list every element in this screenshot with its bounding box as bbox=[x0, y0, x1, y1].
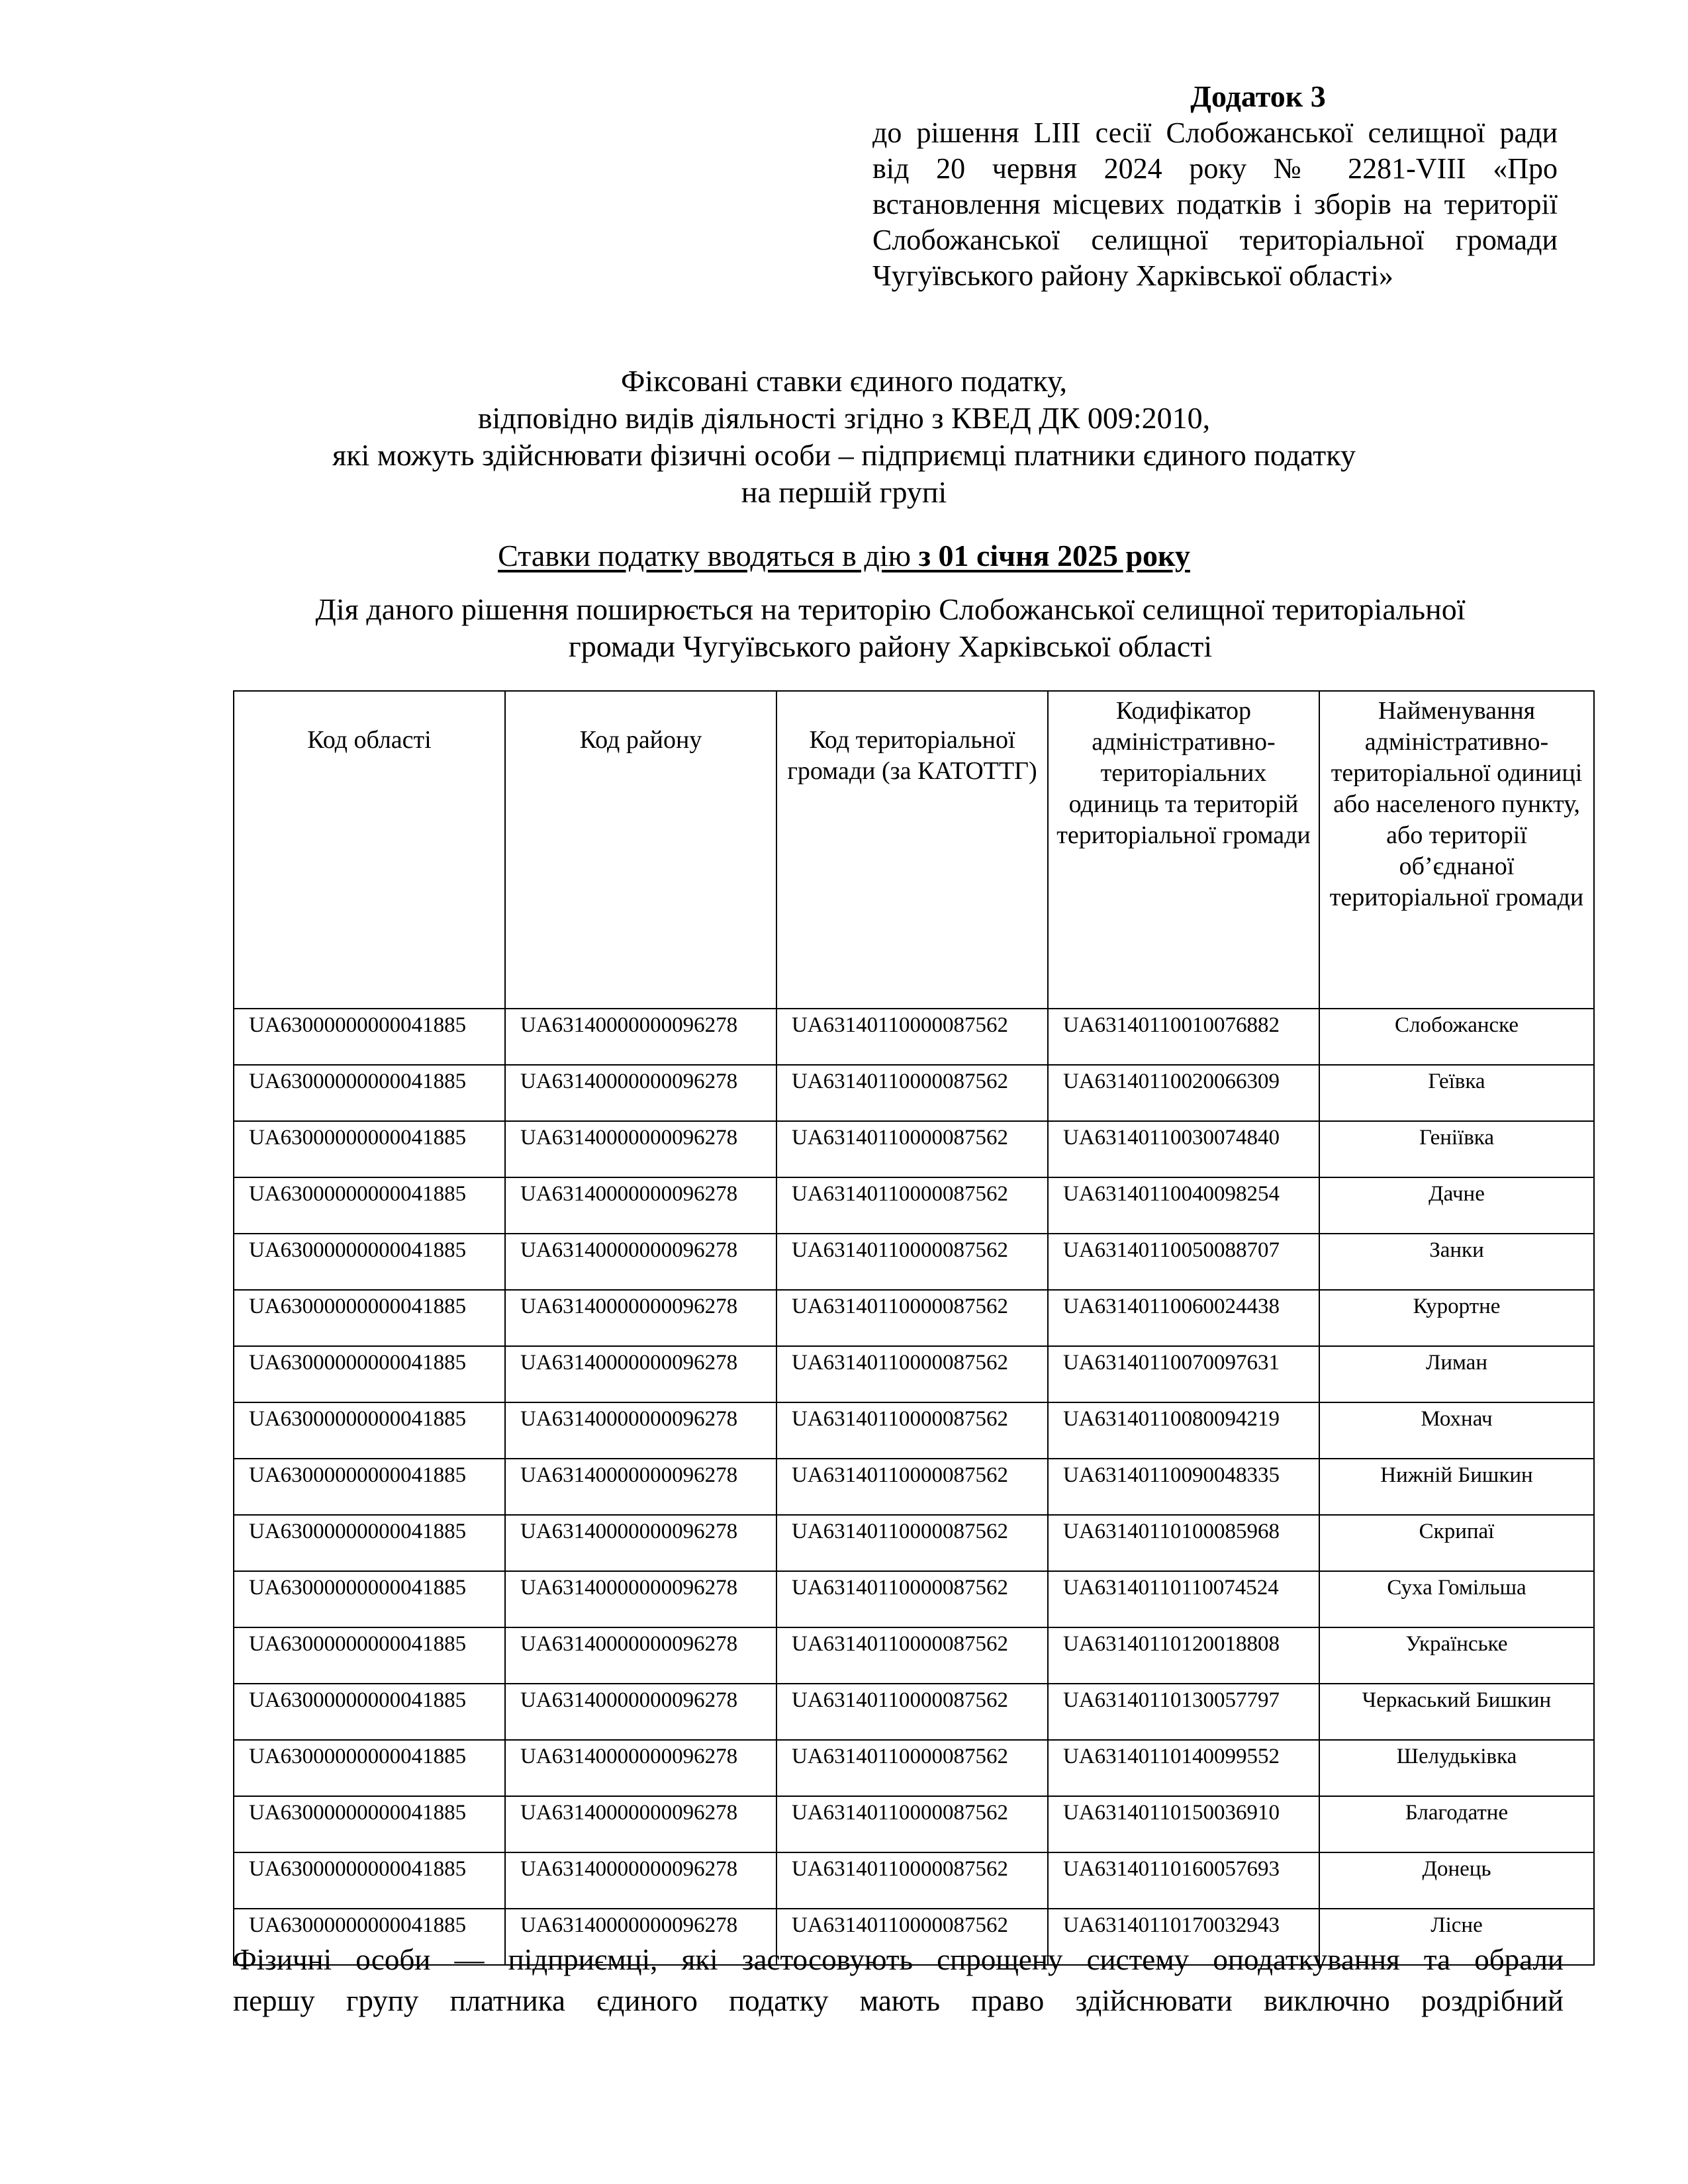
header-unit-name: Найменування адміністративно-територіальної одиниці або населеного пункту, або території об’єднаної територіальної громади bbox=[1319, 691, 1594, 1009]
effective-date-line bbox=[0, 537, 1688, 574]
region-code-cell: UA63000000000041885 bbox=[234, 1852, 505, 1909]
district-code-cell: UA63140000000096278 bbox=[505, 1627, 776, 1684]
region-code-cell: UA63000000000041885 bbox=[234, 1796, 505, 1852]
effective-date-text bbox=[498, 539, 1190, 572]
territory-codes-table bbox=[233, 690, 1595, 1966]
district-code-cell: UA63140000000096278 bbox=[505, 1234, 776, 1290]
codifier-cell: UA63140110090048335 bbox=[1048, 1459, 1319, 1515]
codifier-cell: UA63140110140099552 bbox=[1048, 1740, 1319, 1796]
district-code-cell: UA63140000000096278 bbox=[505, 1346, 776, 1402]
unit-name-cell: Українське bbox=[1319, 1627, 1594, 1684]
header-district-code: Код району bbox=[505, 691, 776, 1009]
region-code-cell: UA63000000000041885 bbox=[234, 1515, 505, 1571]
header-community-code: Код територіальної громади (за КАТОТТГ) bbox=[776, 691, 1048, 1009]
codifier-cell: UA63140110070097631 bbox=[1048, 1346, 1319, 1402]
table-row bbox=[234, 1852, 1594, 1909]
district-code-cell: UA63140000000096278 bbox=[505, 1515, 776, 1571]
footer-paragraph bbox=[233, 1939, 1564, 2021]
district-code-cell: UA63140000000096278 bbox=[505, 1459, 776, 1515]
unit-name-cell: Геніївка bbox=[1319, 1121, 1594, 1177]
unit-name-cell: Скрипаї bbox=[1319, 1515, 1594, 1571]
table-row bbox=[234, 1684, 1594, 1740]
community-code-cell: UA63140110000087562 bbox=[776, 1796, 1048, 1852]
table-row bbox=[234, 1627, 1594, 1684]
annex-line: від 20 червня 2024 року № 2281-VIII «Про bbox=[872, 152, 1558, 185]
table-row bbox=[234, 1009, 1594, 1065]
region-code-cell: UA63000000000041885 bbox=[234, 1402, 505, 1459]
region-code-cell: UA63000000000041885 bbox=[234, 1009, 505, 1065]
community-code-cell: UA63140110000087562 bbox=[776, 1571, 1048, 1627]
region-code-cell: UA63000000000041885 bbox=[234, 1121, 505, 1177]
header-codifier: Кодифікатор адміністративно-територіальних одиниць та територій територіальної громади bbox=[1048, 691, 1319, 1009]
table-row bbox=[234, 1402, 1594, 1459]
table-row bbox=[234, 1346, 1594, 1402]
unit-name-cell: Занки bbox=[1319, 1234, 1594, 1290]
region-code-cell: UA63000000000041885 bbox=[234, 1627, 505, 1684]
annex-line: до рішення LIII сесії Слобожанської селищної ради bbox=[872, 116, 1558, 149]
unit-name-cell: Благодатне bbox=[1319, 1796, 1594, 1852]
district-code-cell: UA63140000000096278 bbox=[505, 1402, 776, 1459]
unit-name-cell: Лиман bbox=[1319, 1346, 1594, 1402]
codifier-cell: UA63140110060024438 bbox=[1048, 1290, 1319, 1346]
effective-date-prefix: Ставки податку вводяться в дію bbox=[498, 539, 919, 572]
annex-title: Додаток 3 bbox=[1190, 79, 1326, 113]
codifier-cell: UA63140110040098254 bbox=[1048, 1177, 1319, 1234]
unit-name-cell: Суха Гомільша bbox=[1319, 1571, 1594, 1627]
community-code-cell: UA63140110000087562 bbox=[776, 1852, 1048, 1909]
unit-name-cell: Мохнач bbox=[1319, 1402, 1594, 1459]
footer-line: першу групу платника єдиного податку мають право здійснювати виключно роздрібний bbox=[233, 1984, 1564, 2017]
codifier-cell: UA63140110010076882 bbox=[1048, 1009, 1319, 1065]
table-row bbox=[234, 1571, 1594, 1627]
district-code-cell: UA63140000000096278 bbox=[505, 1796, 776, 1852]
community-code-cell: UA63140110000087562 bbox=[776, 1402, 1048, 1459]
table-row bbox=[234, 1234, 1594, 1290]
community-code-cell: UA63140110000087562 bbox=[776, 1009, 1048, 1065]
effective-date-bold: з 01 січня 2025 року bbox=[918, 539, 1190, 572]
table-row bbox=[234, 1515, 1594, 1571]
codifier-cell: UA63140110130057797 bbox=[1048, 1684, 1319, 1740]
region-code-cell: UA63000000000041885 bbox=[234, 1234, 505, 1290]
community-code-cell: UA63140110000087562 bbox=[776, 1684, 1048, 1740]
annex-line: Слобожанської селищної територіальної громади bbox=[872, 224, 1558, 256]
scope-line: громади Чугуївського району Харківської області bbox=[568, 629, 1213, 663]
document-heading bbox=[0, 363, 1688, 511]
heading-line: на першій групі bbox=[741, 475, 947, 509]
unit-name-cell: Черкаський Бишкин bbox=[1319, 1684, 1594, 1740]
community-code-cell: UA63140110000087562 bbox=[776, 1177, 1048, 1234]
region-code-cell: UA63000000000041885 bbox=[234, 1459, 505, 1515]
district-code-cell: UA63140000000096278 bbox=[505, 1009, 776, 1065]
codifier-cell: UA63140110080094219 bbox=[1048, 1402, 1319, 1459]
district-code-cell: UA63140000000096278 bbox=[505, 1290, 776, 1346]
region-code-cell: UA63000000000041885 bbox=[234, 1684, 505, 1740]
scope-line: Дія даного рішення поширюється на територію Слобожанської селищної територіальної bbox=[315, 592, 1466, 626]
codifier-cell: UA63140110160057693 bbox=[1048, 1852, 1319, 1909]
unit-name-cell: Курортне bbox=[1319, 1290, 1594, 1346]
unit-name-cell: Нижній Бишкин bbox=[1319, 1459, 1594, 1515]
community-code-cell: UA63140110000087562 bbox=[776, 1290, 1048, 1346]
region-code-cell: UA63000000000041885 bbox=[234, 1346, 505, 1402]
community-code-cell: UA63140110000087562 bbox=[776, 1459, 1048, 1515]
table-row bbox=[234, 1121, 1594, 1177]
region-code-cell: UA63000000000041885 bbox=[234, 1065, 505, 1121]
district-code-cell: UA63140000000096278 bbox=[505, 1909, 776, 1965]
heading-line: відповідно видів діяльності згідно з КВЕД ДК 009:2010, bbox=[477, 401, 1211, 435]
unit-name-cell: Дачне bbox=[1319, 1177, 1594, 1234]
unit-name-cell: Слобожанске bbox=[1319, 1009, 1594, 1065]
table-row bbox=[234, 1740, 1594, 1796]
table-header-row bbox=[234, 691, 1594, 1009]
community-code-cell: UA63140110000087562 bbox=[776, 1740, 1048, 1796]
region-code-cell: UA63000000000041885 bbox=[234, 1177, 505, 1234]
district-code-cell: UA63140000000096278 bbox=[505, 1065, 776, 1121]
table-row bbox=[234, 1290, 1594, 1346]
heading-line: які можуть здійснювати фізичні особи – підприємці платники єдиного податку bbox=[332, 438, 1356, 472]
table-row bbox=[234, 1065, 1594, 1121]
district-code-cell: UA63140000000096278 bbox=[505, 1121, 776, 1177]
unit-name-cell: Шелудьківка bbox=[1319, 1740, 1594, 1796]
district-code-cell: UA63140000000096278 bbox=[505, 1571, 776, 1627]
region-code-cell: UA63000000000041885 bbox=[234, 1290, 505, 1346]
community-code-cell: UA63140110000087562 bbox=[776, 1234, 1048, 1290]
region-code-cell: UA63000000000041885 bbox=[234, 1909, 505, 1965]
community-code-cell: UA63140110000087562 bbox=[776, 1909, 1048, 1965]
district-code-cell: UA63140000000096278 bbox=[505, 1740, 776, 1796]
community-code-cell: UA63140110000087562 bbox=[776, 1346, 1048, 1402]
codifier-cell: UA63140110020066309 bbox=[1048, 1065, 1319, 1121]
codifier-cell: UA63140110050088707 bbox=[1048, 1234, 1319, 1290]
unit-name-cell: Геївка bbox=[1319, 1065, 1594, 1121]
community-code-cell: UA63140110000087562 bbox=[776, 1627, 1048, 1684]
table-body bbox=[234, 1009, 1594, 1965]
table-row bbox=[234, 1796, 1594, 1852]
district-code-cell: UA63140000000096278 bbox=[505, 1684, 776, 1740]
annex-block bbox=[872, 78, 1558, 294]
community-code-cell: UA63140110000087562 bbox=[776, 1515, 1048, 1571]
table-row bbox=[234, 1459, 1594, 1515]
community-code-cell: UA63140110000087562 bbox=[776, 1065, 1048, 1121]
header-region-code: Код області bbox=[234, 691, 505, 1009]
annex-line: Чугуївського району Харківської області» bbox=[872, 259, 1393, 292]
region-code-cell: UA63000000000041885 bbox=[234, 1571, 505, 1627]
codifier-cell: UA63140110030074840 bbox=[1048, 1121, 1319, 1177]
codifier-cell: UA63140110100085968 bbox=[1048, 1515, 1319, 1571]
scope-paragraph bbox=[218, 591, 1562, 665]
codifier-cell: UA63140110110074524 bbox=[1048, 1571, 1319, 1627]
community-code-cell: UA63140110000087562 bbox=[776, 1121, 1048, 1177]
unit-name-cell: Донець bbox=[1319, 1852, 1594, 1909]
unit-name-cell: Лісне bbox=[1319, 1909, 1594, 1965]
district-code-cell: UA63140000000096278 bbox=[505, 1177, 776, 1234]
annex-line: встановлення місцевих податків і зборів на території bbox=[872, 188, 1558, 220]
district-code-cell: UA63140000000096278 bbox=[505, 1852, 776, 1909]
footer-line: Фізичні особи — підприємці, які застосовують спрощену систему оподаткування та обрали bbox=[233, 1943, 1564, 1976]
table-row bbox=[234, 1177, 1594, 1234]
codifier-cell: UA63140110150036910 bbox=[1048, 1796, 1319, 1852]
heading-line: Фіксовані ставки єдиного податку, bbox=[620, 364, 1068, 398]
codifier-cell: UA63140110170032943 bbox=[1048, 1909, 1319, 1965]
region-code-cell: UA63000000000041885 bbox=[234, 1740, 505, 1796]
codifier-cell: UA63140110120018808 bbox=[1048, 1627, 1319, 1684]
